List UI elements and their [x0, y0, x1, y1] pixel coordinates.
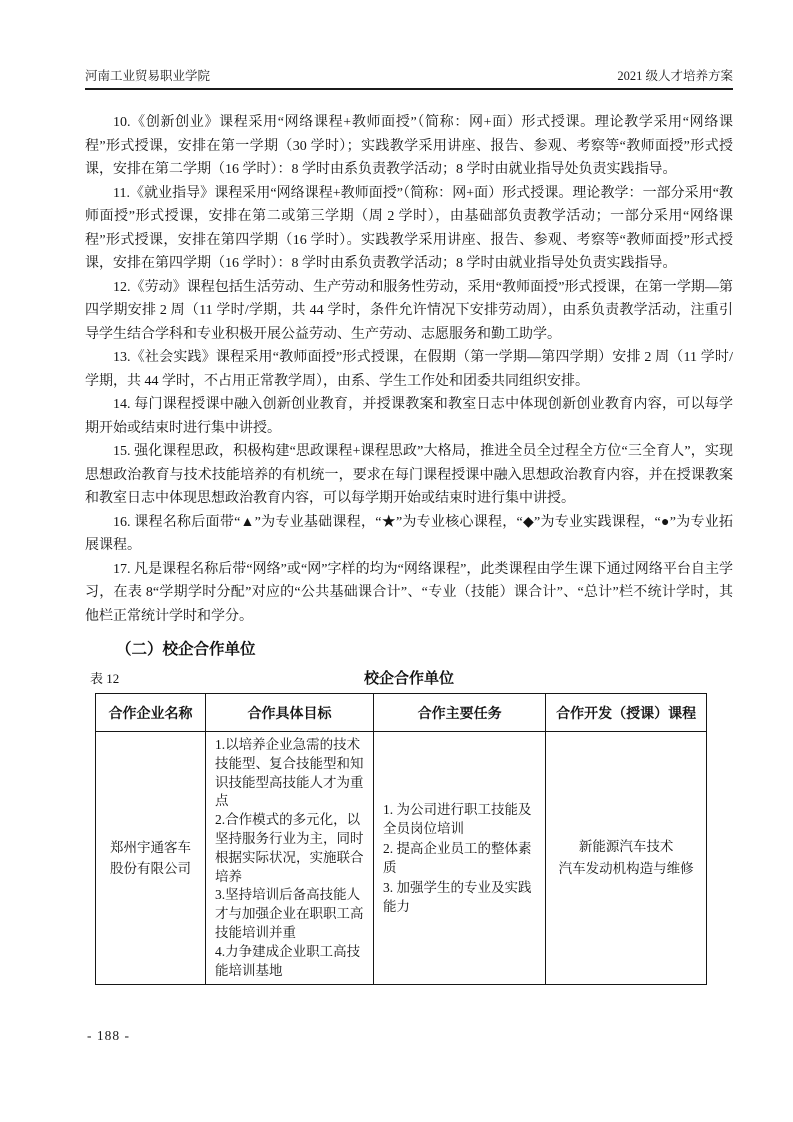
paragraph-12: 12.《劳动》课程包括生活劳动、生产劳动和服务性劳动，采用“教师面授”形式授课，在第一学期—第四学期安排 2 周（11 学时/学期，共 44 学时，条件允许情况下安排劳动周），由系负责教学活动，注重引导学生结合学科和专业积极开展公益劳动、生产劳动、志愿服务和勤工助学。: [85, 279, 733, 342]
column-header-company: 合作企业名称: [96, 694, 206, 732]
goal-item: 4.力争建成企业职工高技能培训基地: [214, 943, 361, 978]
paragraph-15: 15. 强化课程思政，积极构建“思政课程+课程思政”大格局，推进全员全过程全方位“三全育人”，实现思想政治教育与技术技能培养的有机统一，要求在每门课程授课中融入思想政治教育内容，并在授课教案和教室日志中体现思想政治教育内容，可以每学期开始或结束时进行集中讲授。: [85, 444, 733, 506]
column-header-tasks: 合作主要任务: [373, 694, 545, 732]
section-heading: （二）校企合作单位: [116, 641, 256, 658]
content-area: [85, 0, 733, 985]
paragraph-14: 14. 每门课程授课中融入创新创业教育，并授课教案和教室日志中体现创新创业教育内容，可以每学期开始或结束时进行集中讲授。: [85, 397, 733, 436]
company-name: 郑州宇通客车股份有限公司: [109, 840, 191, 877]
cell-company: [96, 732, 206, 985]
task-item: 3. 加强学生的专业及实践能力: [382, 879, 532, 915]
goal-item: 3.坚持培训后备高技能人才与加强企业在职职工高技能培训并重: [214, 887, 364, 940]
table-header-row: [96, 694, 707, 732]
paragraph-17: 17. 凡是课程名称后带“网络”或“网”字样的均为“网络课程”，此类课程由学生课下通过网络平台自主学习，在表 8“学期学时分配”对应的“公共基础课合计”、“专业（技能）课合计”、“总计”栏不统计学时，其他栏正常统计学时和学分。: [85, 561, 733, 624]
task-item: 1. 为公司进行职工技能及全员岗位培训: [382, 801, 532, 837]
cell-tasks: [373, 732, 545, 985]
page-number: - 188 -: [87, 1028, 130, 1043]
paragraph-10: 10.《创新创业》课程采用“网络课程+教师面授”（简称：网+面）形式授课。理论教学采用“网络课程”形式授课，安排在第一学期（30 学时）；实践教学采用讲座、报告、参观、考察等“教师面授”形式授课，安排在第二学期（16 学时）：8 学时由系负责教学活动；8 学时由就业指导处负责实践指导。: [85, 115, 733, 177]
goal-item: 1.以培养企业急需的技术技能型、复合技能型和知识技能型高技能人才为重点: [214, 737, 364, 809]
body-paragraphs: [85, 111, 733, 628]
course-item: 汽车发动机构造与维修: [558, 861, 694, 877]
paragraph-11: 11.《就业指导》课程采用“网络课程+教师面授”（简称：网+面）形式授课。理论教学：一部分采用“教师面授”形式授课，安排在第二或第三学期（周 2 学时），由基础部负责教学活动；一部分采用“网络课程”形式授课，安排在第四学期（16 学时）。实践教学采用讲座、报告、参观、考察等“教师面授”形式授课，安排在第四学期（16 学时）：8 学时由系负责教学活动；8 学时由就业指导处负责实践指导。: [85, 185, 733, 271]
goal-item: 2.合作模式的多元化，以坚持服务行业为主，同时根据实际状况，实施联合培养: [214, 812, 364, 884]
cell-goals: [205, 732, 373, 985]
paragraph-13: 13.《社会实践》课程采用“教师面授”形式授课，在假期（第一学期—第四学期）安排 2 周（11 学时/学期，共 44 学时，不占用正常教学周），由系、学生工作处和团委共同组织安排。: [85, 350, 733, 389]
task-item: 2. 提高企业员工的整体素质: [382, 840, 532, 876]
running-header: [85, 0, 733, 85]
header-rule: [85, 88, 733, 90]
paragraph-16: 16. 课程名称后面带“▲”为专业基础课程，“★”为专业核心课程，“◆”为专业实践课程，“●”为专业拓展课程。: [85, 514, 733, 553]
cell-courses: [546, 732, 707, 985]
table-label: 表 12: [90, 671, 120, 686]
table-row: [96, 732, 707, 985]
table-title: 校企合作单位: [363, 671, 454, 687]
table-caption: [85, 668, 733, 690]
header-plan-title: 2021 级人才培养方案: [617, 69, 733, 83]
column-header-courses: 合作开发（授课）课程: [546, 694, 707, 732]
column-header-goals: 合作具体目标: [205, 694, 373, 732]
cooperation-table: [95, 693, 707, 985]
header-institution: 河南工业贸易职业学院: [85, 69, 211, 83]
course-item: 新能源汽车技术: [578, 839, 674, 855]
